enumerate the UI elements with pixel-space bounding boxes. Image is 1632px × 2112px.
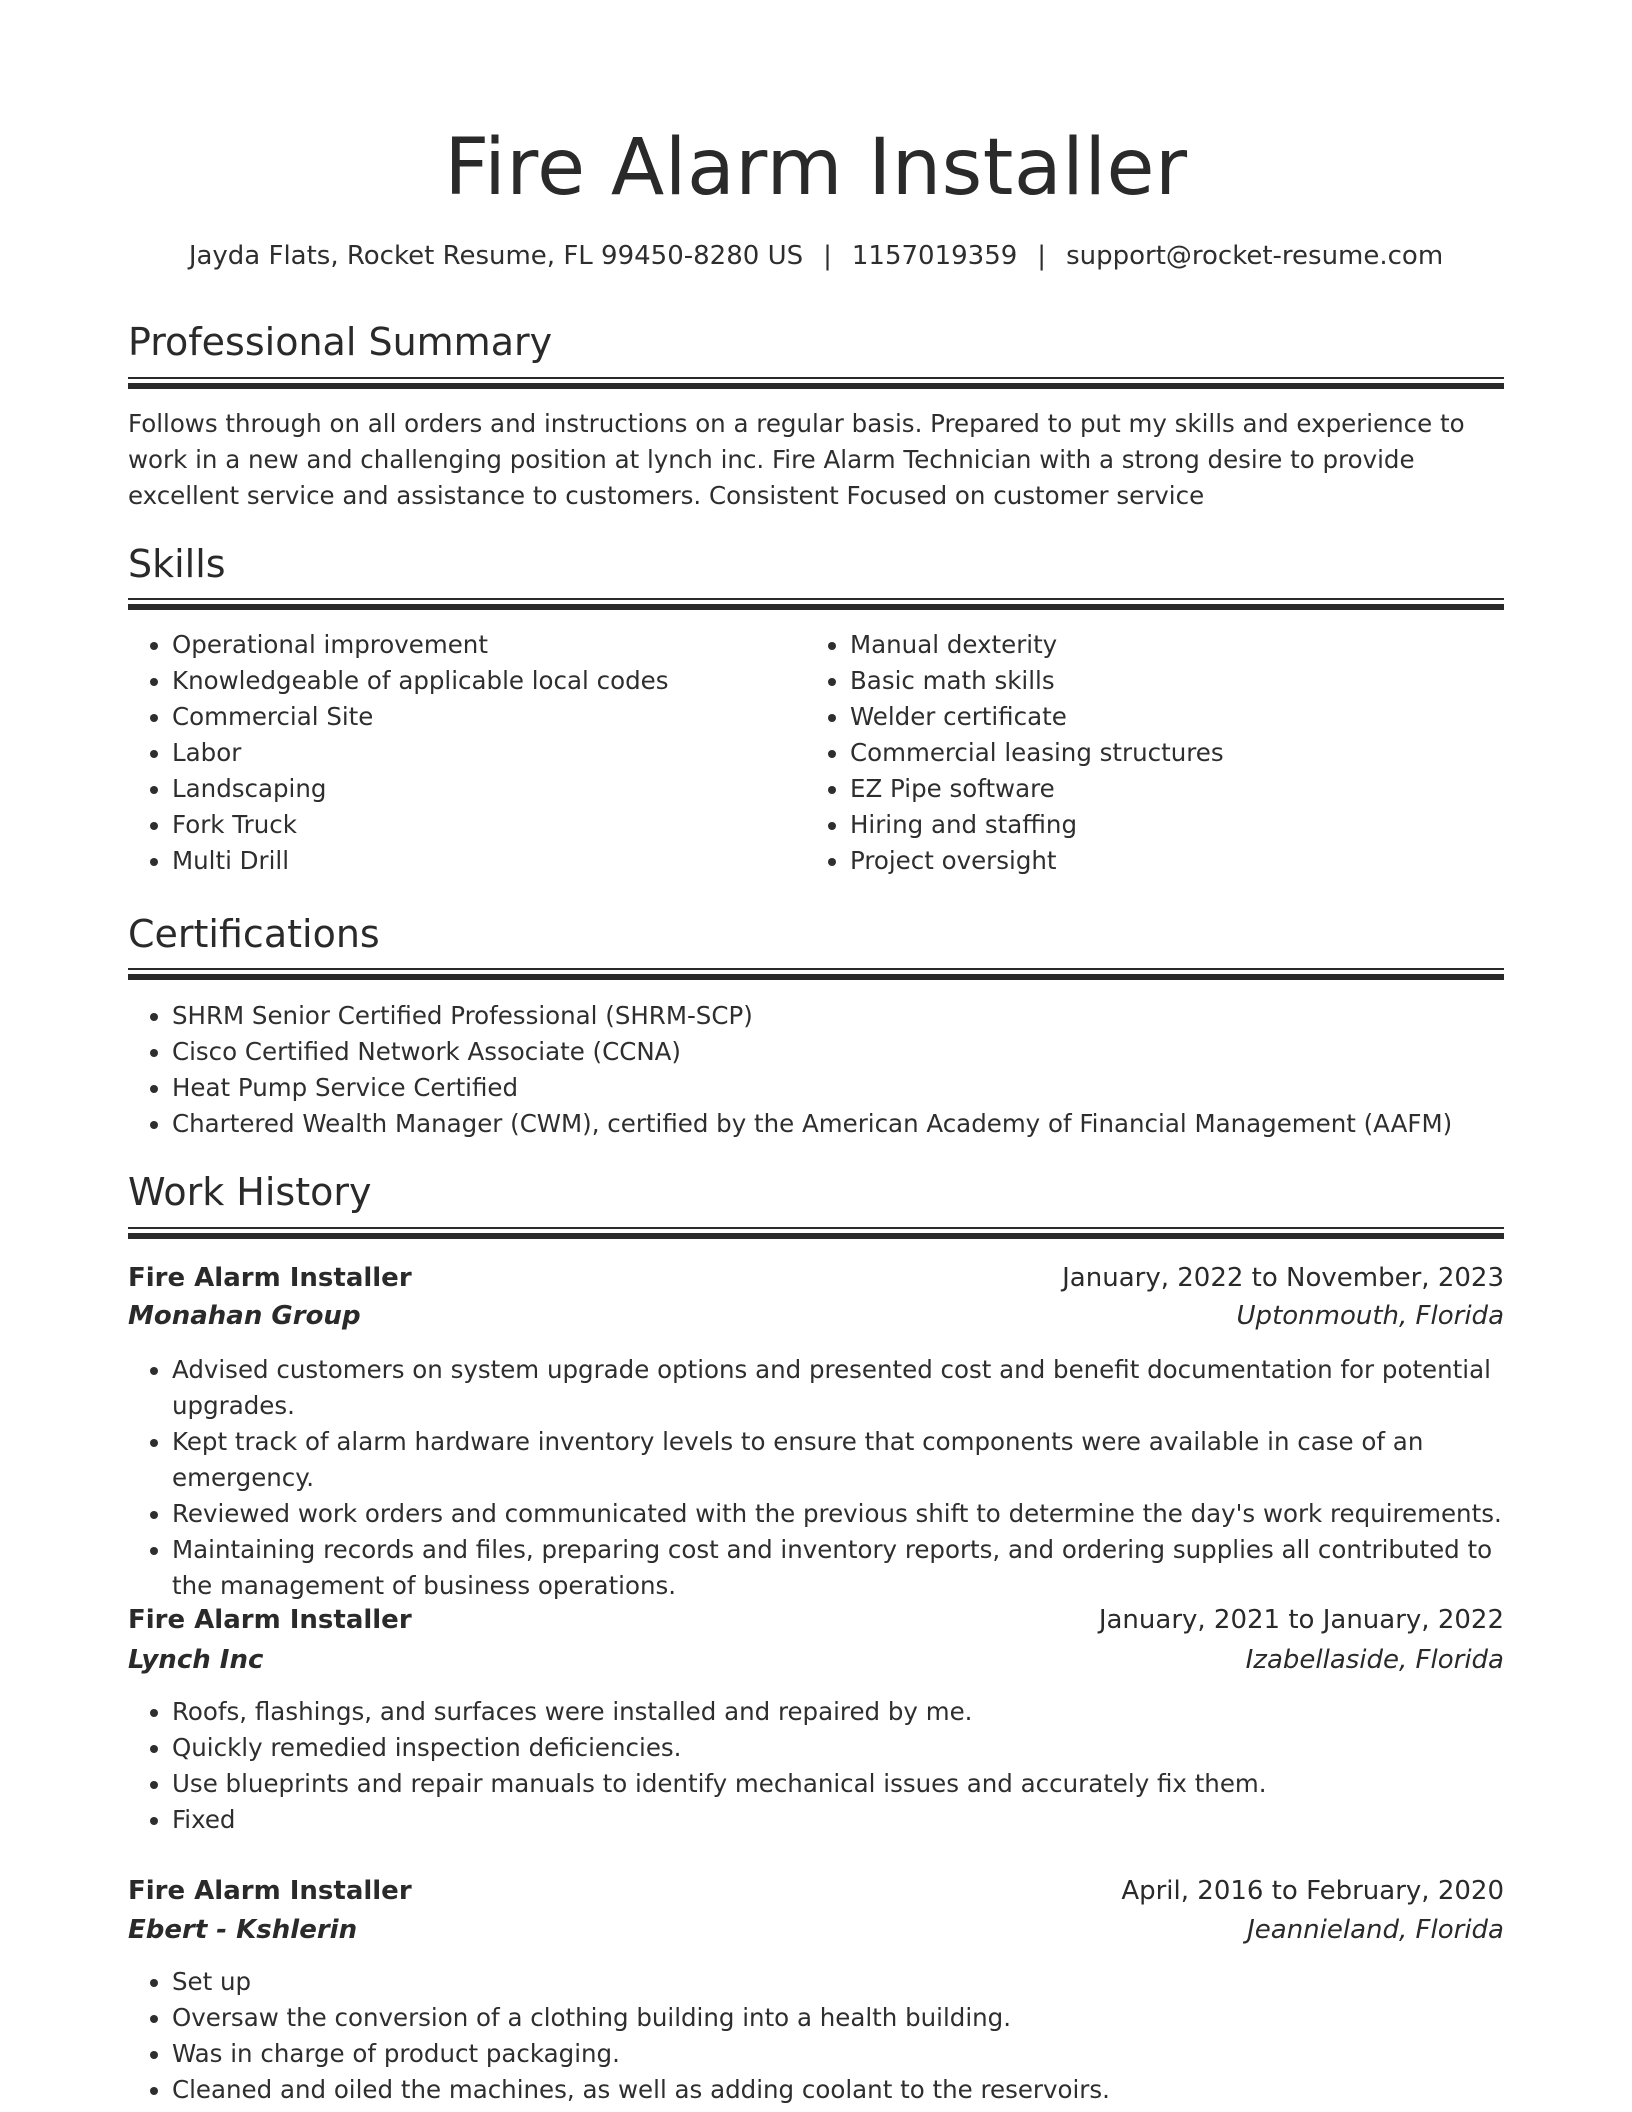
job-title: Fire Alarm Installer — [128, 1263, 412, 1293]
contact-separator: | — [823, 241, 832, 271]
contact-separator: | — [1037, 241, 1047, 271]
job-bullet: • Cleaned and oiled the machines, as well as adding coolant to the reservoirs. — [172, 2072, 1504, 2108]
job-title: Fire Alarm Installer — [128, 1605, 412, 1635]
job-location: Izabellaside, Florida — [1245, 1645, 1504, 1675]
job-bullet: • Use blueprints and repair manuals to identify mechanical issues and accurately fix them. — [172, 1766, 1504, 1802]
job-bullet: • Quickly remedied inspection deficiencies. — [172, 1730, 1504, 1766]
skill-item: • EZ Pipe software — [850, 771, 1490, 807]
contact-address: Jayda Flats, Rocket Resume, FL 99450-8280 US — [188, 241, 804, 271]
skill-item: • Commercial Site — [172, 699, 812, 735]
job-bullets — [128, 1964, 1504, 2108]
job-dates: January, 2021 to January, 2022 — [1098, 1605, 1504, 1635]
skills-list-right — [806, 627, 1490, 879]
certification-item: • Chartered Wealth Manager (CWM), certified by the American Academy of Financial Management (AAFM) — [172, 1106, 1504, 1142]
skill-item: • Labor — [172, 735, 812, 771]
job-dates: January, 2022 to November, 2023 — [1062, 1263, 1504, 1293]
job-title: Fire Alarm Installer — [128, 1876, 412, 1906]
job-location: Uptonmouth, Florida — [1236, 1301, 1504, 1331]
skills-list-left — [128, 627, 812, 879]
job-bullet: • Fixed — [172, 1802, 1504, 1838]
job-location: Jeannieland, Florida — [1247, 1915, 1504, 1945]
skill-item: • Operational improvement — [172, 627, 812, 663]
job-bullet: • Was in charge of product packaging. — [172, 2036, 1504, 2072]
job-bullet: • Advised customers on system upgrade options and presented cost and benefit documentation for potential upgrades. — [172, 1352, 1504, 1424]
job-bullet: • Oversaw the conversion of a clothing building into a health building. — [172, 2000, 1504, 2036]
resume-name-heading: Fire Alarm Installer — [444, 123, 1188, 213]
skill-item: • Basic math skills — [850, 663, 1490, 699]
summary-section-divider — [128, 377, 1504, 391]
skill-item: • Commercial leasing structures — [850, 735, 1490, 771]
skill-item: • Hiring and staffing — [850, 807, 1490, 843]
certification-item: • Cisco Certified Network Associate (CCNA) — [172, 1034, 1504, 1070]
skill-item: • Multi Drill — [172, 843, 812, 879]
certifications-section-divider — [128, 968, 1504, 982]
contact-email: support@rocket-resume.com — [1066, 241, 1444, 271]
job-company: Monahan Group — [128, 1301, 361, 1331]
job-company: Ebert - Kshlerin — [128, 1915, 358, 1945]
job-company: Lynch Inc — [128, 1645, 264, 1675]
skills-section-divider — [128, 598, 1504, 612]
skill-item: • Landscaping — [172, 771, 812, 807]
job-bullet: • Kept track of alarm hardware inventory levels to ensure that components were available in case of an emergency. — [172, 1424, 1504, 1496]
skill-item: • Fork Truck — [172, 807, 812, 843]
certification-item: • SHRM Senior Certified Professional (SHRM-SCP) — [172, 998, 1504, 1034]
job-bullets — [128, 1694, 1504, 1838]
work-history-section-divider — [128, 1227, 1504, 1241]
skill-item: • Knowledgeable of applicable local codes — [172, 663, 812, 699]
certifications-list — [128, 998, 1504, 1142]
contact-phone: 1157019359 — [851, 241, 1018, 271]
skill-item: • Project oversight — [850, 843, 1490, 879]
summary-text: Follows through on all orders and instructions on a regular basis. Prepared to put my skills and experience to work in a new and challenging position at lynch inc. Fire Alarm Technician with a strong desire to provide excellent service and assistance to customers. Consistent Focused on customer service — [128, 409, 1465, 510]
summary-section-title: Professional Summary — [128, 320, 553, 364]
work-history-section-title: Work History — [128, 1170, 372, 1214]
job-dates: April, 2016 to February, 2020 — [1121, 1876, 1504, 1906]
job-bullet: • Roofs, flashings, and surfaces were installed and repaired by me. — [172, 1694, 1504, 1730]
job-bullet: • Set up — [172, 1964, 1504, 2000]
certification-item: • Heat Pump Service Certified — [172, 1070, 1504, 1106]
skill-item: • Welder certificate — [850, 699, 1490, 735]
certifications-section-title: Certifications — [128, 912, 380, 956]
job-bullet: • Maintaining records and files, preparing cost and inventory reports, and ordering supplies all contributed to the management of business operations. — [172, 1532, 1504, 1604]
skill-item: • Manual dexterity — [850, 627, 1490, 663]
job-bullet: • Reviewed work orders and communicated with the previous shift to determine the day's work requirements. — [172, 1496, 1504, 1532]
job-bullets — [128, 1352, 1504, 1604]
contact-line — [128, 236, 1504, 276]
skills-section-title: Skills — [128, 542, 226, 586]
